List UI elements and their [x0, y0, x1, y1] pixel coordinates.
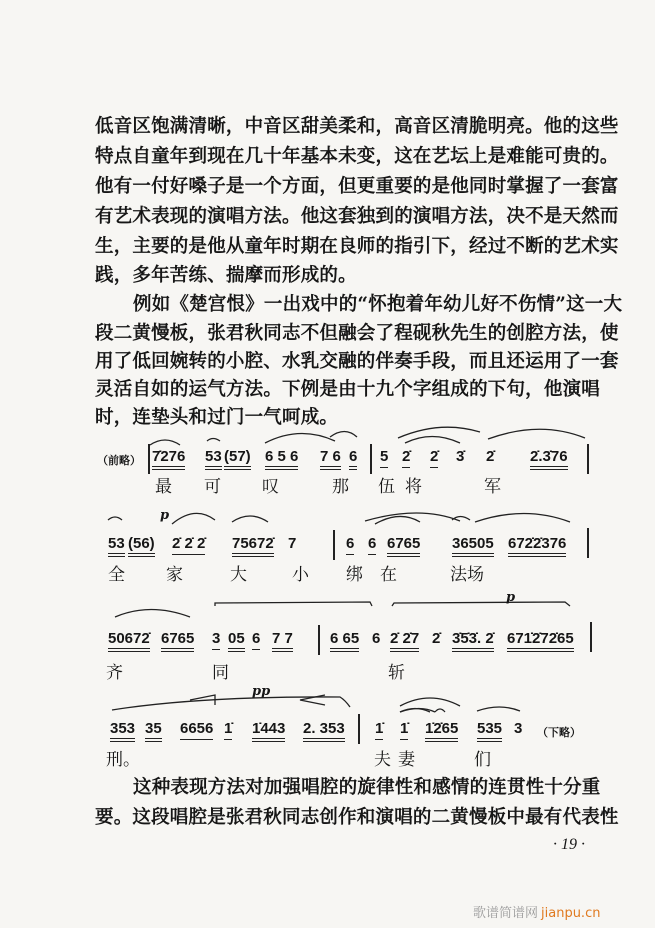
text-line: 低音区饱满清晰，中音区甜美柔和，高音区清脆明亮。他的这些 — [95, 116, 619, 137]
lyric: 法场 — [450, 565, 484, 585]
lyric: 绑 — [346, 565, 363, 585]
note: 6 — [252, 630, 260, 650]
lyric: 叹 — [262, 477, 279, 497]
note-group: 672̇2̇376 — [508, 535, 566, 557]
note: 2̇ — [430, 448, 438, 468]
text-line: 有艺术表现的演唱方法。他这套独到的演唱方法，决不是天然而 — [95, 206, 619, 227]
barline — [358, 714, 360, 744]
text-line: 用了低回婉转的小腔、水乳交融的伴奏手段，而且还运用了一套 — [95, 351, 619, 372]
note: 7 — [288, 535, 297, 552]
note-group: 6765 — [387, 535, 420, 557]
note-group: 6 — [349, 448, 357, 470]
dynamic-p: p — [160, 508, 170, 523]
barline — [587, 444, 589, 474]
lyric: 夫 — [374, 750, 391, 770]
text-line: 灵活自如的运气方法。下例是由十九个字组成的下句，他演唱 — [95, 379, 600, 400]
lyric: 刑。 — [106, 750, 140, 770]
dynamic-p: p — [506, 590, 516, 605]
note-group: 53 — [108, 535, 125, 557]
note-group: 35 — [145, 720, 162, 742]
note-group: 7 7 — [272, 630, 293, 652]
dynamic-pp: pp — [252, 684, 271, 699]
barline — [333, 530, 335, 560]
note: 2̇ — [402, 448, 410, 468]
end-omitted-mark: （下略） — [537, 726, 581, 739]
note: 2̇ — [432, 630, 441, 647]
lyric: 妻 — [398, 750, 415, 770]
note-group: 2. 353 — [303, 720, 345, 742]
note: 3 — [514, 720, 523, 737]
text-line: 时，连垫头和过门一气呵成。 — [95, 407, 339, 428]
note-group: 535 — [477, 720, 502, 742]
lyric: 全 — [108, 565, 125, 585]
note-group: 53 — [205, 448, 222, 470]
text-line: 例如《楚宫恨》一出戏中的“怀抱着年幼儿好不伤情”这一大 — [133, 294, 623, 315]
barline — [590, 622, 592, 652]
barline — [318, 625, 320, 655]
note-group: 6 65 — [330, 630, 359, 652]
lyric: 可 — [204, 477, 221, 497]
barline — [148, 444, 150, 474]
note-group: (57) — [224, 448, 251, 470]
note-group: 7̇276 — [152, 448, 185, 470]
text-line: 要。这段唱腔是张君秋同志创作和演唱的二黄慢板中最有代表性 — [95, 807, 619, 828]
note: 1̇ — [375, 720, 383, 740]
lyric: 伍 — [378, 477, 395, 497]
barline — [587, 528, 589, 558]
lyric: 那 — [332, 477, 349, 497]
note-group: 05 — [228, 630, 245, 652]
note-group: 36505 — [452, 535, 494, 557]
note-group: (56) — [128, 535, 155, 557]
note-group: 6765 — [161, 630, 194, 652]
lyric: 们 — [474, 750, 491, 770]
lyric: 斩 — [388, 663, 405, 683]
note: 6 — [346, 535, 354, 555]
note-group: 6656 — [180, 720, 213, 740]
lyric: 小 — [292, 565, 309, 585]
barline — [370, 444, 372, 474]
text-line: 这种表现方法对加强唱腔的旋律性和感情的连贯性十分重 — [133, 777, 601, 798]
text-line: 生，主要的是他从童年时期在良师的指引下，经过不断的艺术实 — [95, 236, 619, 257]
note-group: 75672̇ — [232, 535, 274, 557]
note-group: 671̇2̇72̇65 — [507, 630, 574, 652]
note-group: 7 6 — [320, 448, 341, 470]
text-line: 特点自童年到现在几十年基本未变，这在艺坛上是难能可贵的。 — [95, 146, 619, 167]
note-group: 1̇2̇65 — [425, 720, 458, 742]
lyric: 齐 — [106, 663, 123, 683]
lyric: 将 — [405, 477, 422, 497]
note: 5 — [380, 448, 388, 468]
watermark — [473, 902, 600, 921]
text-line: 践，多年苦练、揣摩而形成的。 — [95, 265, 357, 286]
note-group: 2̇ 2̇ 2̇ — [172, 535, 205, 555]
note-group: 1̇443 — [252, 720, 285, 742]
note: 1̇ — [224, 720, 232, 740]
note-group: 353 — [110, 720, 135, 742]
note-group: 2̇ 2̇7 — [390, 630, 419, 652]
text-line: 他有一付好嗓子是一个方面，但更重要的是他同时掌握了一套富 — [95, 176, 619, 197]
note-group: 3̇5̇3̇. 2̇ — [452, 630, 494, 652]
watermark-cn: 歌谱简谱网 — [473, 906, 539, 921]
note: 3̇ — [456, 448, 465, 465]
note: 1̇ — [400, 720, 408, 740]
lyric: 同 — [212, 663, 229, 683]
watermark-en: jianpu.cn — [541, 906, 601, 921]
lyric: 军 — [484, 477, 501, 497]
note: 6 — [368, 535, 376, 555]
note: 2̇ — [486, 448, 495, 465]
note: 6 — [372, 630, 381, 647]
intro-omitted-mark: （前略） — [97, 454, 141, 467]
text-line: 段二黄慢板，张君秋同志不但融会了程砚秋先生的创腔方法，使 — [95, 323, 619, 344]
note-group: 6 5 6 — [265, 448, 298, 470]
lyric: 家 — [166, 565, 183, 585]
note-group: 50672̇ — [108, 630, 150, 652]
note: 3 — [212, 630, 220, 650]
lyric: 在 — [380, 565, 397, 585]
lyric: 大 — [230, 565, 247, 585]
lyric: 最 — [155, 477, 172, 497]
page-number: · 19 · — [553, 836, 585, 853]
note-group: 2̇.3̇76 — [530, 448, 568, 470]
